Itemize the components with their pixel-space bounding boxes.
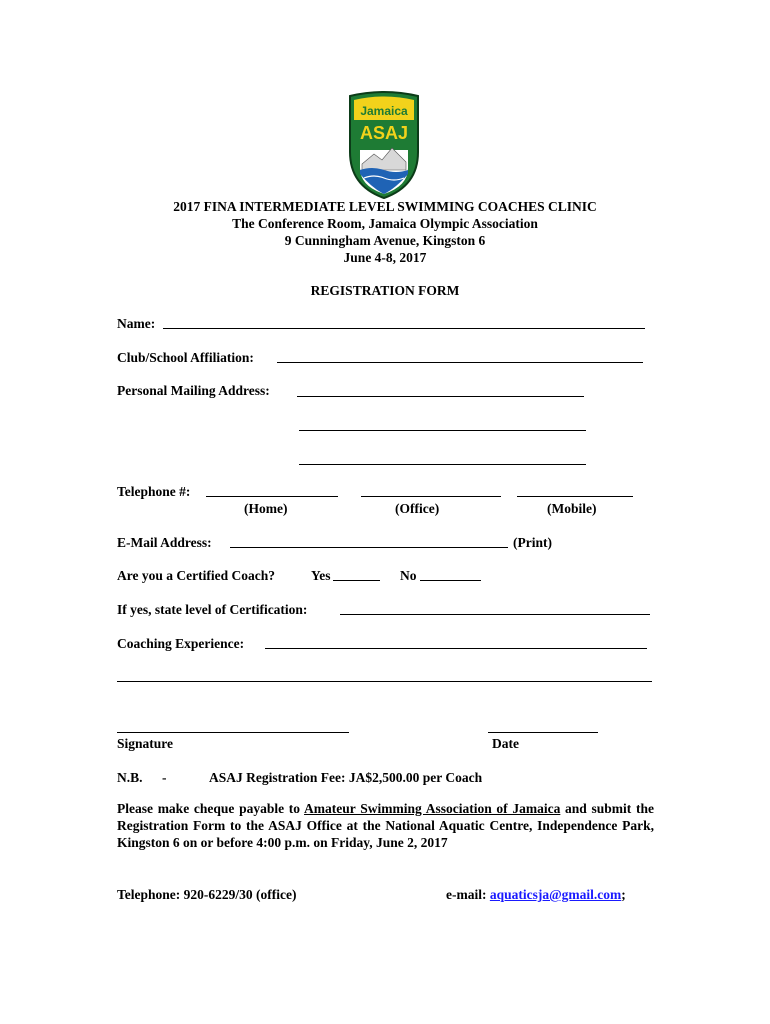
experience-field-line-1[interactable] [265, 648, 647, 649]
form-title: REGISTRATION FORM [310, 283, 460, 298]
contact-telephone: Telephone: 920-6229/30 (office) [117, 887, 297, 902]
address-field-line-2[interactable] [299, 430, 586, 431]
logo-main-text: ASAJ [359, 123, 409, 143]
email-field[interactable] [230, 547, 508, 548]
cert-level-label: If yes, state level of Certification: [117, 602, 308, 617]
registration-fee: ASAJ Registration Fee: JA$2,500.00 per Coach [209, 770, 483, 785]
logo-top-text: Jamaica [360, 104, 408, 118]
address-field-line-3[interactable] [299, 464, 586, 465]
yes-label: Yes [311, 568, 331, 583]
contact-email [446, 887, 626, 903]
date-line: June 4-8, 2017 [343, 250, 427, 265]
email-label-text: e-mail: [446, 887, 490, 902]
address-line: 9 Cunningham Avenue, Kingston 6 [284, 233, 486, 248]
date-field[interactable] [488, 732, 598, 733]
nb-label: N.B. [117, 770, 143, 785]
name-label: Name: [117, 316, 156, 331]
date-caption: Date [492, 736, 519, 751]
telephone-label: Telephone #: [117, 484, 191, 499]
clinic-title: 2017 FINA INTERMEDIATE LEVEL SWIMMING COACHES CLINIC [173, 199, 597, 214]
yes-field[interactable] [333, 580, 380, 581]
telephone-home-field[interactable] [206, 496, 338, 497]
address-label: Personal Mailing Address: [117, 383, 270, 398]
print-caption: (Print) [513, 535, 552, 550]
no-field[interactable] [420, 580, 481, 581]
club-field[interactable] [277, 362, 643, 363]
signature-caption: Signature [117, 736, 174, 751]
certified-question: Are you a Certified Coach? [117, 568, 275, 583]
mobile-caption: (Mobile) [547, 501, 597, 516]
telephone-office-field[interactable] [361, 496, 501, 497]
no-label: No [400, 568, 417, 583]
office-caption: (Office) [395, 501, 440, 516]
home-caption: (Home) [244, 501, 288, 516]
telephone-mobile-field[interactable] [517, 496, 633, 497]
signature-field[interactable] [117, 732, 349, 733]
payee-name: Amateur Swimming Association of Jamaica [304, 801, 561, 816]
venue-line: The Conference Room, Jamaica Olympic Association [232, 216, 538, 231]
email-label: E-Mail Address: [117, 535, 212, 550]
experience-field-line-2[interactable] [117, 681, 652, 682]
club-label: Club/School Affiliation: [117, 350, 254, 365]
instructions-rest: and submit the Registration Form to the ASAJ Office at the National Aquatic Centre, Independence Park, Kingston 6 on or before 4:00 p.m. on Friday, June 2, 2017 [117, 801, 654, 850]
experience-label: Coaching Experience: [117, 636, 245, 651]
instructions-prefix: Please make cheque payable to [117, 801, 305, 816]
asaj-logo [344, 90, 424, 200]
name-field[interactable] [163, 328, 645, 329]
cert-level-field[interactable] [340, 614, 650, 615]
nb-dash: - [162, 770, 167, 785]
email-link[interactable]: aquaticsja@gmail.com [489, 887, 622, 902]
address-field-line-1[interactable] [297, 396, 584, 397]
email-suffix: ; [621, 887, 626, 902]
payment-instructions [117, 800, 654, 851]
